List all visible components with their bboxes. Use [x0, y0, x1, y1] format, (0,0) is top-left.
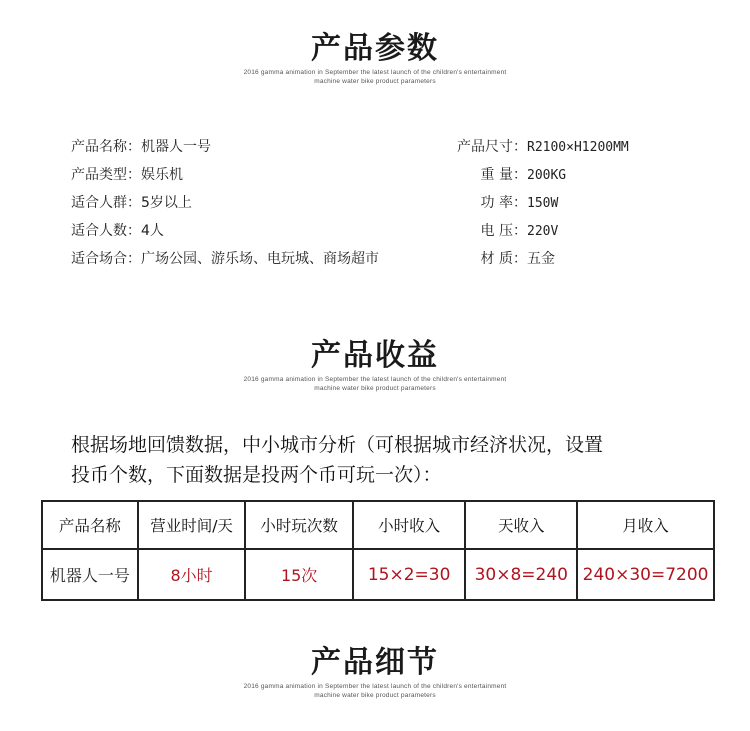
param-row	[447, 136, 629, 164]
section-header-details	[0, 644, 750, 700]
param-key: 适合人数：	[71, 223, 141, 239]
param-value: 5岁以上	[141, 195, 192, 211]
param-key: 材 质：	[480, 251, 527, 267]
section-subtitle: machine water bike product parameters	[314, 692, 436, 699]
table-header-row	[42, 501, 714, 549]
param-key: 电 压：	[480, 223, 527, 239]
table-header-cell: 小时玩次数	[245, 501, 353, 549]
param-row	[447, 164, 629, 192]
param-key: 适合场合：	[71, 251, 141, 267]
table-cell-hourly-income: 15×2=30	[353, 549, 466, 600]
param-value: 4人	[141, 223, 164, 239]
param-value: R2100×H1200MM	[527, 140, 629, 155]
param-value: 广场公园、游乐场、电玩城、商场超市	[141, 251, 379, 267]
param-value: 150W	[527, 196, 559, 211]
section-title: 产品细节	[311, 645, 439, 680]
table-header-cell: 天收入	[465, 501, 577, 549]
table-header-cell: 营业时间/天	[138, 501, 246, 549]
param-row	[71, 136, 379, 164]
param-key: 适合人群：	[71, 195, 141, 211]
param-value: 200KG	[527, 168, 567, 183]
param-key: 产品尺寸：	[457, 139, 527, 155]
income-table	[41, 500, 715, 601]
table-header-cell: 月收入	[577, 501, 714, 549]
param-value: 娱乐机	[141, 167, 183, 183]
table-header-cell: 产品名称	[42, 501, 138, 549]
intro-line: 根据场地回馈数据，中小城市分析（可根据城市经济状况，设置	[71, 434, 604, 456]
table-row	[42, 549, 714, 600]
param-value: 220V	[527, 224, 559, 239]
section-subtitle: 2016 gamma animation in September the latest launch of the children's entertainment	[243, 69, 507, 76]
param-row	[447, 220, 629, 248]
param-key: 功 率：	[480, 195, 527, 211]
section-subtitle: 2016 gamma animation in September the latest launch of the children's entertainment	[243, 683, 507, 690]
section-header-params	[0, 30, 750, 86]
table-header-cell: 小时收入	[353, 501, 466, 549]
param-row	[71, 220, 379, 248]
section-subtitle: machine water bike product parameters	[314, 78, 436, 85]
param-row	[71, 192, 379, 220]
table-cell-daily-income: 30×8=240	[465, 549, 577, 600]
params-left-column	[71, 136, 379, 276]
section-header-income	[0, 337, 750, 393]
section-subtitle: 2016 gamma animation in September the latest launch of the children's entertainment	[243, 376, 507, 383]
param-key: 重 量：	[480, 167, 527, 183]
table-cell-product: 机器人一号	[42, 549, 138, 600]
section-title: 产品收益	[311, 338, 439, 373]
table-cell-plays: 15次	[245, 549, 353, 600]
table-cell-hours: 8小时	[138, 549, 246, 600]
intro-line: 投币个数，下面数据是投两个币可玩一次）：	[71, 464, 442, 486]
param-value: 机器人一号	[141, 139, 211, 155]
params-right-column	[447, 136, 629, 276]
param-value: 五金	[527, 251, 555, 267]
section-subtitle: machine water bike product parameters	[314, 385, 436, 392]
param-key: 产品类型：	[71, 167, 141, 183]
param-row	[447, 192, 629, 220]
section-title: 产品参数	[311, 31, 439, 66]
table-cell-monthly-income: 240×30=7200	[577, 549, 714, 600]
param-key: 产品名称：	[71, 139, 141, 155]
param-row	[71, 164, 379, 192]
param-row	[447, 248, 629, 276]
param-row	[71, 248, 379, 276]
income-intro-text	[71, 430, 711, 490]
